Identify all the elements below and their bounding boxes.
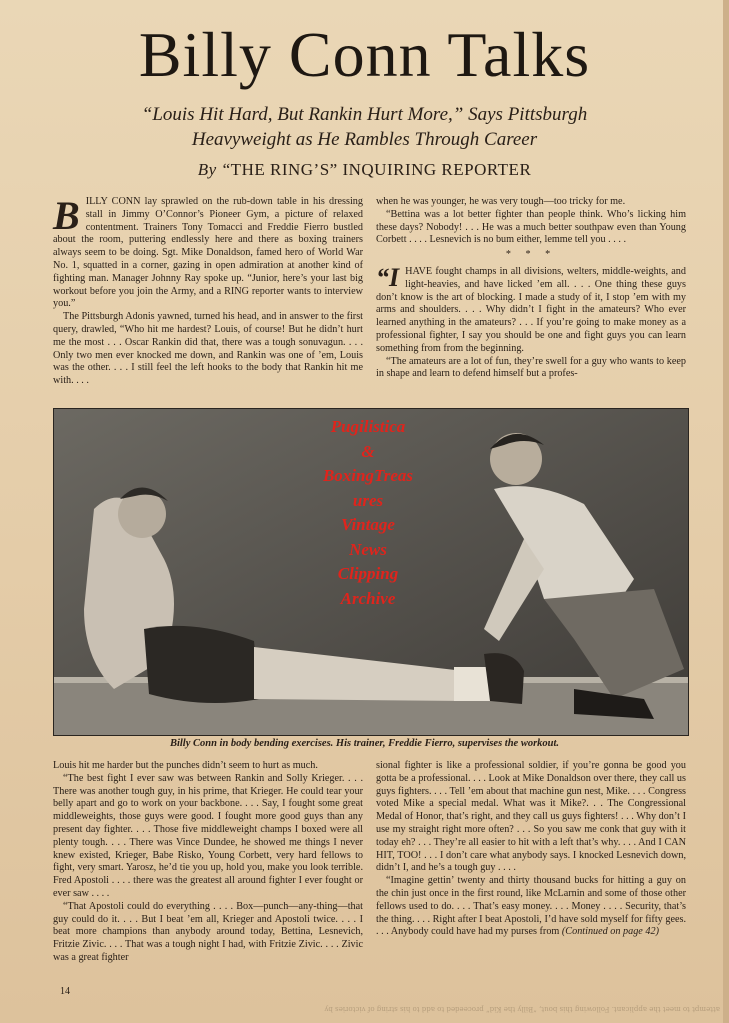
article-title: Billy Conn Talks [138, 19, 591, 90]
paragraph: “Bettina was a lot better fighter than people think. Who’s licking him these days? Nobody! . . . He was a much better southpaw even than Young Corbett . . . . Lesnevich is no bum either, lemme tell you . . . . [376, 208, 686, 246]
watermark-line: Clipping [337, 564, 399, 583]
paragraph [53, 193, 363, 311]
column-top-left [53, 193, 363, 388]
column-bottom-left [53, 760, 363, 965]
paragraph-text: HAVE fought champs in all divisions, welters, middle-weights, and light-heavies, and have licked ’em all. . . . One thing these guys don’t know is the art of blocking. I made a study of it, I stop ’em with my arms and shoulders. . . . Why didn’t I fight in the amateurs? Who ever learned anything in the amateurs? . . . If you’re going to make money as a professional fighter, I say you should be one and fight guys you can learn something from from the beginning. [376, 265, 686, 354]
bleed-through-text: attempt to meet the applicant. Following this bout, “Billy the Kid” proceeded to add to his string of victories by [324, 1005, 720, 1013]
article-subtitle [0, 102, 729, 152]
paragraph: Louis hit me harder but the punches didn’t seem to hurt as much. [53, 760, 318, 771]
watermark-line: BoxingTreas [322, 466, 414, 485]
paragraph: “The best fight I ever saw was between Rankin and Solly Krieger. . . . There was another tough guy, in his prime, that Krieger. He could tear your belly apart and go to work on your backbone. . . . Say, I fought some great middleweights, those guys were good. I fought more good guys than any present day fighter. . . . Those five middleweight champs I boxed were all plenty tough. . . . There was Vince Dundee, he showed me things I never knew existed, Krieger, Babe Risko, Young Corbett, very hard fellows to fight, very smart. Yarosz, he’d tie you up, hold you, make you look terrible. Fred Apostoli . . . . there was the greatest all around fighter I ever fought or ever saw . . . . [53, 772, 363, 899]
watermark-line: & [361, 441, 375, 461]
column-top-right [376, 196, 686, 381]
column-bottom-right [376, 760, 686, 939]
photo-caption: Billy Conn in body bending exercises. His trainer, Freddie Fierro, supervises the workout. [169, 738, 560, 749]
page-edge [723, 0, 729, 1023]
paragraph-text: “Imagine gettin’ twenty and thirty thousand bucks for hitting a guy on the chin just once in the first round, like McLarnin and some of those other fellows used to do. . . . That’s easy money. . . . Money . . . . Security, that’s the thing. . . . Right after I beat Apostoli, I’d have sold myself for fifty gees. . . . Anybody could have had my purses from [376, 875, 686, 938]
paragraph: The Pittsburgh Adonis yawned, turned his head, and in answer to the first query, drawled, “Who hit me hardest? Louis, of course! But he didn’t hurt me the most . . . Oscar Rankin did that, there was a tough sonuvagun. . . . Only two men ever knocked me down, and Rankin was one of ’em, Louis was the other. . . . I still feel the left hooks to the body that Rankin hit me with. . . . [53, 311, 363, 387]
watermark-line: News [349, 539, 387, 559]
watermark-line: Vintage [341, 515, 395, 534]
drop-cap: “I [376, 262, 400, 292]
byline [0, 160, 729, 180]
paragraph: when he was younger, he was very tough—too tricky for me. [376, 196, 626, 207]
byline-by: By [197, 160, 217, 179]
watermark-line: Archive [340, 588, 396, 608]
paragraph [376, 262, 686, 356]
continued-note: (Continued on page 42) [561, 926, 659, 938]
section-break: * * * [505, 249, 557, 261]
subtitle-line-2: Heavyweight as He Rambles Through Career [191, 129, 538, 150]
paragraph-text: ILLY CONN lay sprawled on the rub-down table in his dressing stall in Jimmy O’Connor’s Pioneer Gym, a picture of relaxed contentment. Trainers Tony Tomacci and Freddie Fierro bustled about the room, puttering endlessly here and there as boxing trainers always seem to be doing. Sgt. Mike Donaldson, famed hero of World War No. 1, squatted in a corner, gazing in open admiration at another kind of fighting man. Manager Johnny Ray spoke up. “Junior, here’s your last big workout before you join the Army, and a RING reporter wants to interview you.” [53, 196, 363, 310]
watermark [298, 415, 438, 611]
drop-cap: B [53, 193, 80, 238]
paragraph: sional fighter is like a professional soldier, if you’re gonna be good you gotta be a professional. . . . Look at Mike Donaldson over there, they call us guys fighters. . . . Tell ’em about that machine gun nest, Mike. . . . Congress voted Mike a special medal. What was it Mike?. . . The Congressional Medal of Honor, that’s right, and they call us guys fighters! . . . Why don’t I use my straight right more often? . . . So you saw me conk that guy with it today eh? . . . They’re all easier to hit with a left that’s why. . . . And I CAN HIT, TOO! . . . I don’t care what anybody says. I knocked Lesnevich down, didn’t I, and he’s a tough guy . . . . [376, 760, 686, 874]
page-number: 14 [60, 986, 70, 997]
watermark-line: ures [352, 490, 384, 510]
subtitle-line-1: “Louis Hit Hard, But Rankin Hurt More,” Says Pittsburgh [141, 104, 588, 125]
paragraph [376, 875, 686, 939]
paragraph: “The amateurs are a lot of fun, they’re swell for a guy who wants to keep in shape and learn to defend himself but a profes- [376, 355, 686, 380]
watermark-line: Pugilistica [330, 417, 406, 436]
paragraph: “That Apostoli could do everything . . . . Box—punch—any-thing—that guy could do it. . . . But I beat ’em all, Krieger and Apostoli twice. . . . I beat more champions than anybody around today, Bettina, Lesnevich, Fritzie Zivic. . . . That was a tough night I had, with Fritzie Zivic. . . . Zivic was a great fighter [53, 900, 363, 963]
byline-name: “THE RING’S” INQUIRING REPORTER [222, 160, 532, 179]
